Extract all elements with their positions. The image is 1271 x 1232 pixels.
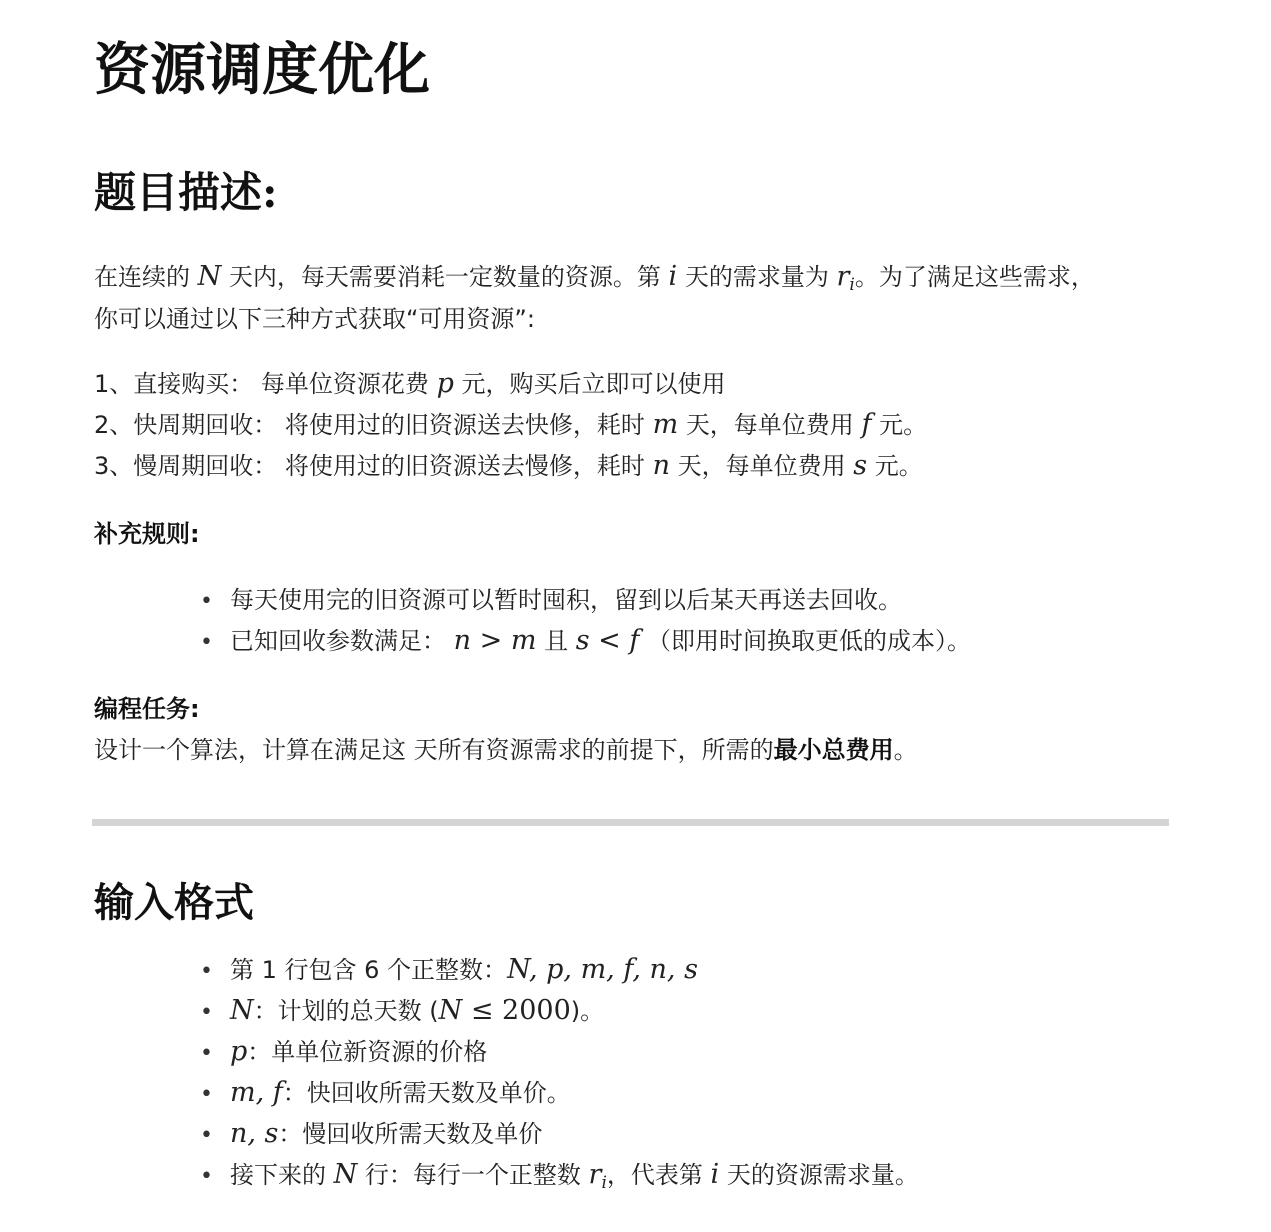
method-label: 1、直接购买： (94, 370, 254, 398)
text: ：慢回收所需天数及单价 (278, 1120, 543, 1148)
math-2000: 2000 (502, 995, 571, 1026)
bullet-icon: • (200, 630, 213, 655)
text: 。为了满足这些需求， (854, 263, 1095, 291)
task-text (94, 730, 918, 770)
section-heading-description: 题目描述: (94, 168, 278, 217)
bullet-icon: • (200, 1000, 213, 1025)
math-r-i (588, 1159, 607, 1193)
rule-item-2 (200, 621, 971, 663)
math-m: m (652, 409, 679, 440)
description-line-1 (94, 257, 1095, 305)
input-item-4 (200, 1073, 571, 1115)
math-i: i (710, 1159, 720, 1190)
text: 将使用过的旧资源送去快修，耗时 (284, 411, 645, 439)
method-2 (94, 405, 927, 445)
math-p: p (230, 1036, 248, 1067)
math-m-f: m, f (230, 1077, 283, 1108)
math-n-s: n, s (230, 1118, 279, 1149)
math-N: N (230, 995, 254, 1026)
text: 。 (893, 736, 918, 764)
math-r: r (836, 261, 850, 292)
bullet-icon: • (200, 1082, 213, 1107)
text: 元。 (874, 452, 923, 480)
text: 天，每单位费用 (685, 411, 854, 439)
rules-heading: 补充规则: (94, 520, 200, 548)
math-N-le: N ≤ (438, 995, 503, 1026)
text: ：快回收所需天数及单价。 (282, 1079, 571, 1107)
page-title: 资源调度优化 (94, 37, 430, 103)
math-p: p (436, 368, 454, 399)
text: 已知回收参数满足： (230, 627, 446, 655)
text: 天的资源需求量。 (726, 1161, 919, 1189)
math-n: n (652, 450, 670, 481)
input-item-2 (200, 991, 604, 1033)
text: ：计划的总天数 ( (253, 997, 439, 1025)
input-item-3 (200, 1032, 487, 1074)
math-N: N (197, 261, 222, 292)
bullet-icon: • (200, 1123, 213, 1148)
text: 接下来的 (230, 1161, 326, 1189)
input-item-1 (200, 950, 698, 992)
text: 将使用过的旧资源送去慢修，耗时 (284, 452, 645, 480)
text: ：单单位新资源的价格 (247, 1038, 488, 1066)
text: 且 (544, 627, 569, 655)
text: ，代表第 (606, 1161, 703, 1189)
text: 每天使用完的旧资源可以暂时囤积，留到以后某天再送去回收。 (230, 586, 902, 614)
bullet-icon: • (200, 1041, 213, 1066)
horizontal-rule (92, 819, 1169, 826)
text: 元。 (879, 411, 928, 439)
description-line-2: 你可以通过以下三种方式获取“可用资源”: (94, 305, 535, 333)
emphasis-min-cost: 最小总费用 (773, 736, 894, 764)
math-s-lt-f: s < f (575, 625, 640, 656)
math-params: N, p, m, f, n, s (507, 954, 698, 985)
method-1 (94, 364, 726, 404)
method-3 (94, 446, 923, 486)
input-item-6 (200, 1155, 919, 1203)
math-i: i (668, 261, 678, 292)
text: )。 (570, 997, 605, 1025)
text: （即用时间换取更低的成本）。 (646, 627, 971, 655)
input-item-5 (200, 1114, 542, 1156)
method-label: 3、慢周期回收： (94, 452, 278, 480)
text: 天，每单位费用 (677, 452, 846, 480)
text: 设计一个算法，计算在满足这 天所有资源需求的前提下，所需的 (94, 736, 774, 764)
bullet-icon: • (200, 959, 213, 984)
bullet-icon: • (200, 1164, 213, 1189)
text: 天的需求量为 (684, 263, 829, 291)
text: 行：每行一个正整数 (364, 1161, 581, 1189)
math-r-i (836, 261, 855, 295)
math-r: r (588, 1159, 602, 1190)
text: 第 1 行包含 6 个正整数： (230, 956, 508, 984)
section-heading-input: 输入格式 (94, 879, 254, 926)
text: 在连续的 (94, 263, 190, 291)
method-label: 2、快周期回收： (94, 411, 278, 439)
bullet-icon: • (200, 589, 213, 614)
text: 每单位资源花费 (260, 370, 429, 398)
task-heading: 编程任务: (94, 695, 200, 723)
math-f: f (861, 409, 872, 440)
rule-item-1 (200, 580, 902, 622)
text: 元，购买后立即可以使用 (461, 370, 726, 398)
math-N: N (333, 1159, 358, 1190)
math-n-gt-m: n > m (453, 625, 537, 656)
text: 天内，每天需要消耗一定数量的资源。第 (228, 263, 661, 291)
math-subscript-i: i (601, 1173, 607, 1193)
math-subscript-i: i (849, 275, 855, 295)
math-s: s (853, 450, 868, 481)
